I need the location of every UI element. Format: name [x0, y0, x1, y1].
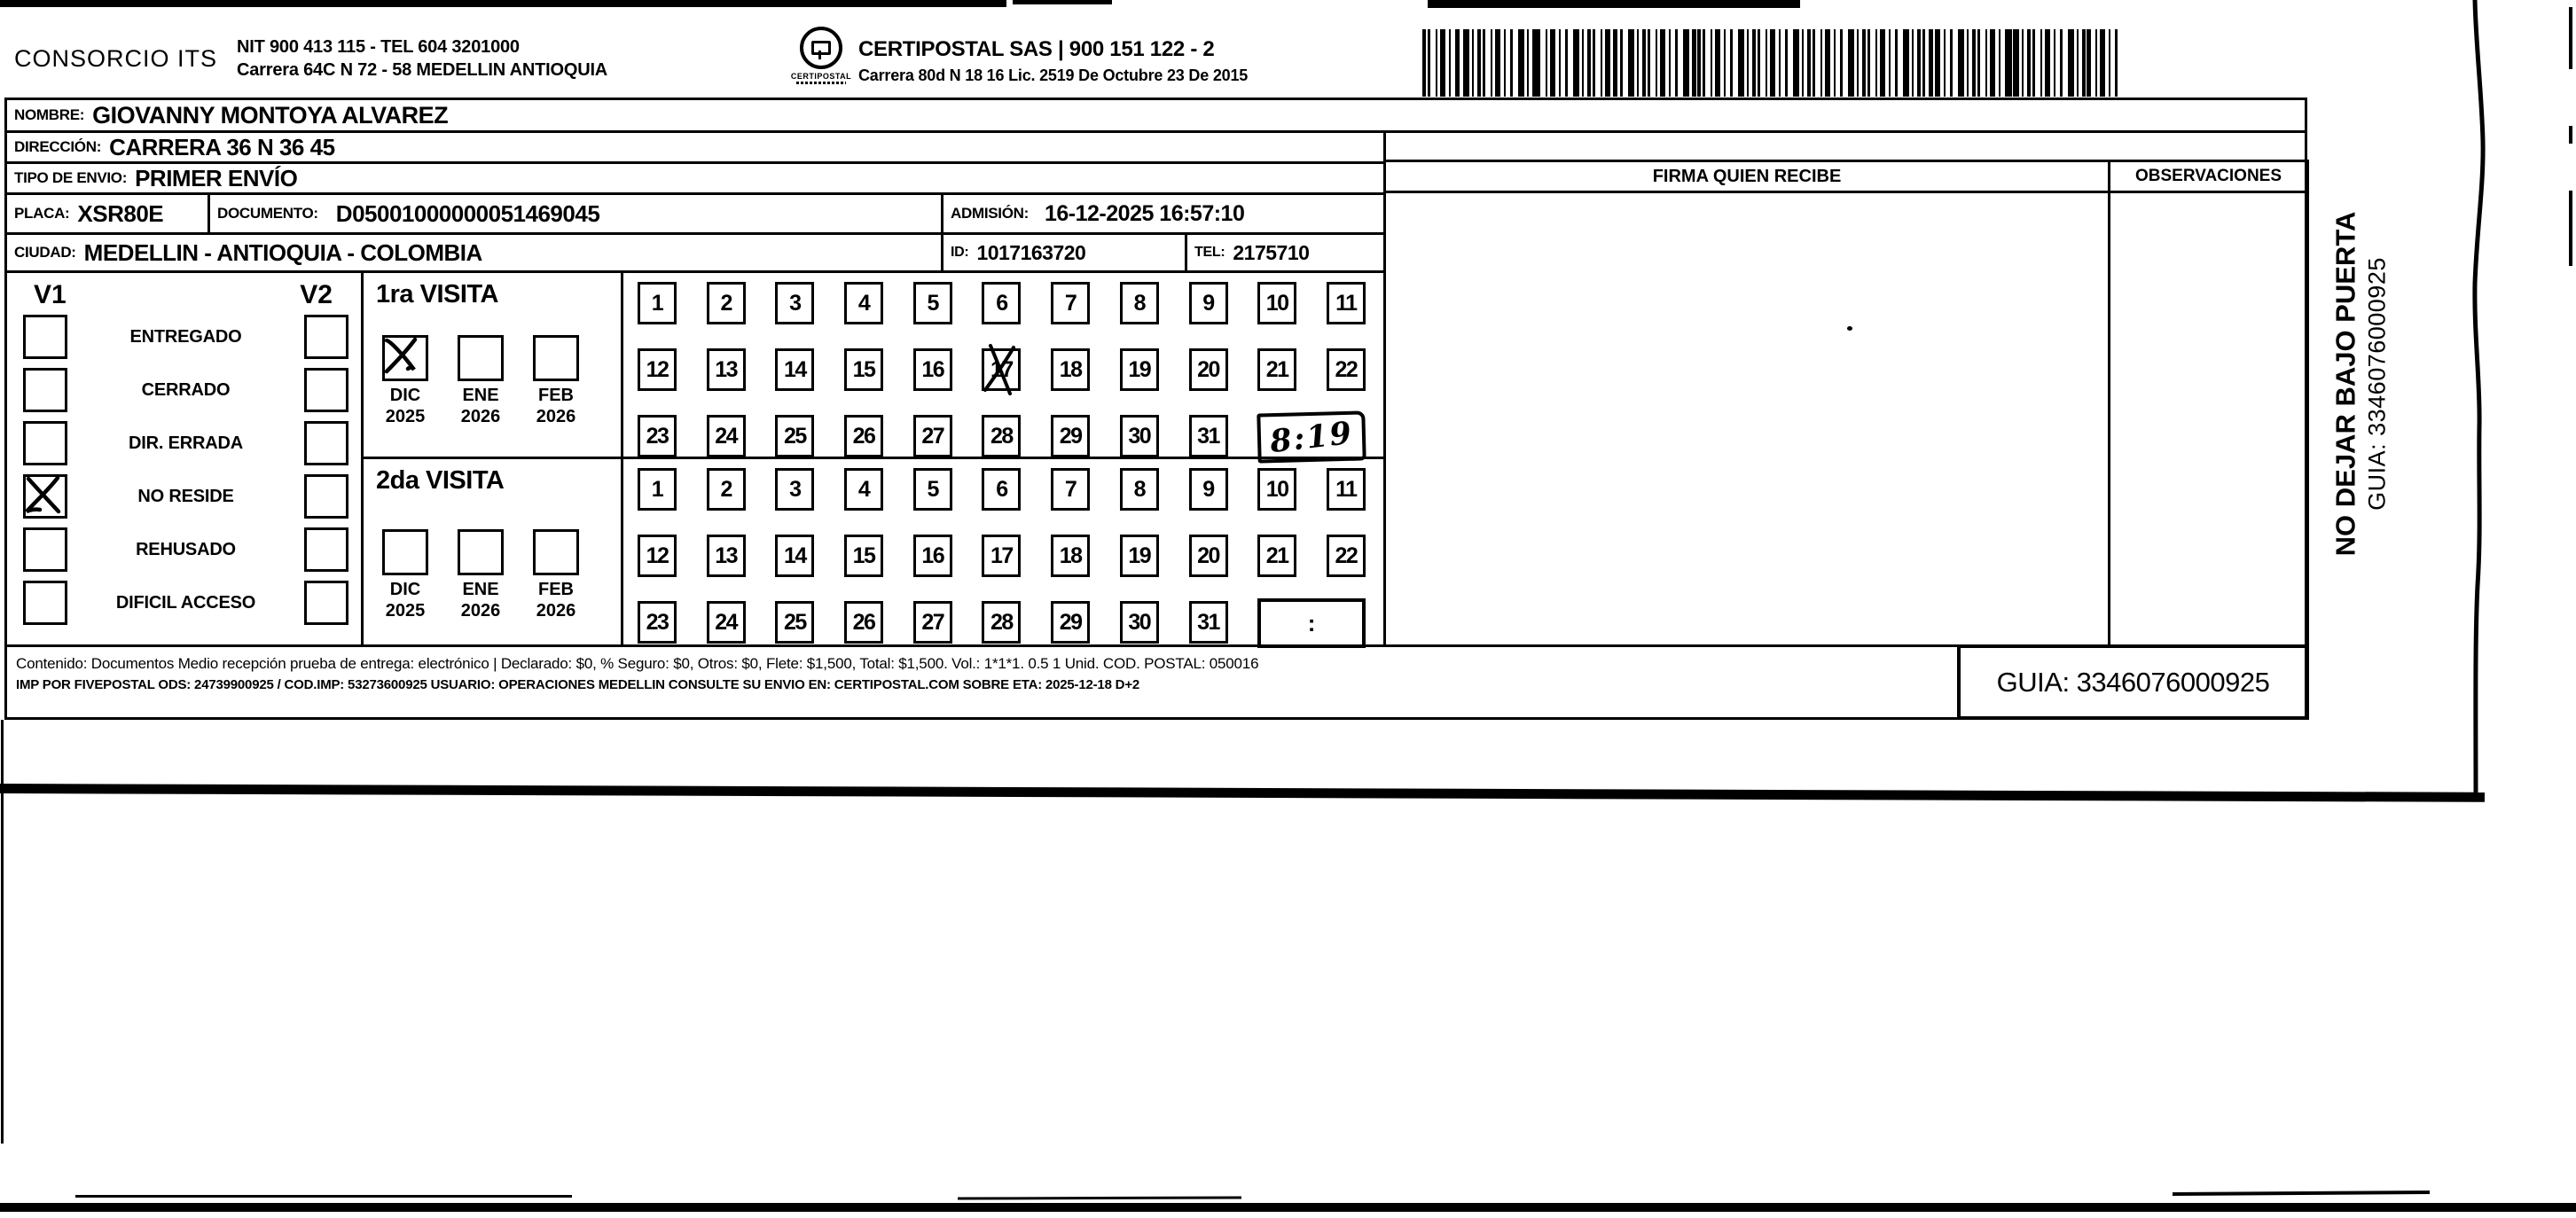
month-year: 2026 — [460, 407, 501, 426]
day-cell — [1189, 348, 1228, 391]
day-number: 20 — [1197, 356, 1219, 382]
status-label: CERRADO — [141, 379, 231, 400]
bottom-edge-line — [0, 1203, 2576, 1212]
admision-label: ADMISIÓN: — [951, 205, 1029, 222]
day-cell — [775, 415, 814, 457]
day-number: 19 — [1128, 356, 1151, 382]
tipo-envio-value: PRIMER ENVÍO — [135, 164, 298, 191]
day-cell — [707, 348, 746, 391]
observaciones-header-label: OBSERVACIONES — [2134, 167, 2282, 185]
day-cell — [913, 415, 952, 457]
day-number: 11 — [1335, 290, 1357, 316]
scan-artifact — [2569, 191, 2572, 266]
month-name: FEB — [538, 386, 574, 405]
day-number: 15 — [852, 356, 875, 382]
side-guia-number: GUIA: 3346076000925 — [2363, 257, 2391, 511]
status-label: NO RESIDE — [137, 486, 234, 506]
day-cell — [1189, 282, 1228, 324]
day-number: 3 — [789, 476, 801, 502]
day-cell — [775, 282, 814, 324]
v1-checkbox — [23, 315, 67, 359]
admision-value: 16-12-2025 16:57:10 — [1044, 200, 1245, 226]
visit1-calendar — [621, 270, 1386, 459]
certipostal-logo-icon — [800, 27, 842, 69]
month-checkbox — [458, 529, 504, 575]
day-number: 29 — [1059, 423, 1082, 449]
day-number: 30 — [1128, 423, 1151, 449]
firma-header-label: FIRMA QUIEN RECIBE — [1652, 166, 1842, 186]
day-cell — [1189, 601, 1228, 644]
tel-label: TEL: — [1194, 245, 1225, 260]
visit1-time-box — [1257, 410, 1366, 463]
day-cell — [1051, 468, 1090, 511]
day-cell — [1051, 348, 1090, 391]
day-cell — [1327, 348, 1366, 391]
visit1-month-panel — [361, 270, 623, 459]
day-cell — [913, 535, 952, 577]
day-cell — [707, 415, 746, 457]
guia-number: GUIA: 3346076000925 — [1996, 666, 2270, 698]
nombre-label: NOMBRE: — [14, 106, 85, 123]
day-number: 6 — [996, 290, 1007, 316]
day-cell — [638, 348, 677, 391]
day-number: 8 — [1133, 476, 1146, 502]
documento-label: DOCUMENTO: — [217, 205, 318, 222]
status-row — [23, 315, 348, 359]
logo-slogan-line — [796, 82, 846, 84]
day-cell — [638, 415, 677, 457]
month-checkbox — [382, 529, 428, 575]
visit1-day-grid — [623, 273, 1383, 462]
placa-label: PLACA: — [14, 205, 70, 222]
day-cell — [982, 415, 1021, 457]
month-option — [450, 335, 511, 427]
status-row — [23, 421, 348, 465]
day-cell — [913, 601, 952, 644]
logo-glyph-icon — [811, 41, 831, 55]
day-number: 29 — [1059, 609, 1082, 635]
day-number: 15 — [852, 543, 875, 568]
observaciones-area — [2108, 191, 2309, 647]
field-documento — [207, 192, 943, 235]
day-number: 21 — [1265, 356, 1288, 382]
day-number: 7 — [1064, 290, 1077, 316]
day-number: 27 — [921, 609, 944, 635]
company-address — [237, 35, 607, 82]
day-number: 2 — [720, 290, 732, 316]
day-cell — [1120, 535, 1159, 577]
month-checkbox — [458, 335, 504, 381]
ciudad-value: MEDELLIN - ANTIOQUIA - COLOMBIA — [83, 238, 482, 266]
day-cell — [1051, 282, 1090, 324]
status-row — [23, 474, 348, 519]
day-number: 6 — [996, 476, 1007, 502]
day-cell — [1257, 282, 1296, 324]
id-label: ID: — [951, 245, 969, 260]
v2-checkbox — [304, 474, 348, 519]
day-number: 9 — [1202, 476, 1214, 502]
day-cell — [638, 535, 677, 577]
day-cell — [1257, 348, 1296, 391]
scan-artifact — [75, 1195, 572, 1198]
day-number: 22 — [1335, 543, 1358, 568]
scan-artifact — [2173, 1191, 2430, 1196]
imp-line: IMP POR FIVEPOSTAL ODS: 24739900925 / COD.IMP: 53273600925 USUARIO: OPERACIONES MEDELLIN CONSULTE SU ENVIO EN: CERTIPOSTAL.COM SOBRE ETA: 2025-12-18 D+2 — [16, 677, 1140, 692]
status-row — [23, 527, 348, 572]
day-number: 25 — [783, 609, 806, 635]
day-number: 3 — [789, 290, 801, 316]
scan-artifact — [2569, 126, 2572, 144]
v2-header: V2 — [300, 280, 333, 309]
day-cell — [1189, 415, 1228, 457]
day-cell — [844, 282, 883, 324]
month-option — [375, 335, 435, 427]
v2-checkbox — [304, 368, 348, 412]
status-label: DIFICIL ACCESO — [115, 592, 256, 613]
day-number: 28 — [990, 609, 1013, 635]
v2-checkbox — [304, 527, 348, 572]
tel-value: 2175710 — [1233, 240, 1310, 264]
documento-value: D05001000000051469045 — [335, 199, 600, 227]
day-number: 23 — [646, 609, 669, 635]
visit2-title: 2da VISITA — [376, 466, 505, 495]
day-number: 8 — [1133, 290, 1146, 316]
handwritten-x-mark — [978, 342, 1026, 395]
scan-artifact — [0, 0, 1006, 7]
day-number: 11 — [1335, 476, 1357, 502]
visit-columns-header — [7, 273, 361, 310]
day-cell — [1327, 535, 1366, 577]
visit2-month-panel — [361, 457, 623, 647]
scan-artifact — [1428, 0, 1800, 8]
no-dejar-warning: NO DEJAR BAJO PUERTA — [2329, 211, 2361, 557]
fold-line — [0, 784, 2485, 802]
month-option — [375, 529, 435, 621]
firma-area — [1383, 191, 2110, 647]
page-edge-curve — [2456, 0, 2495, 798]
month-name: DIC — [389, 386, 421, 405]
v1-header: V1 — [34, 280, 67, 309]
company-nit-line: NIT 900 413 115 - TEL 604 3201000 — [237, 37, 520, 57]
field-id — [941, 232, 1187, 273]
day-number: 27 — [921, 423, 944, 449]
scan-artifact — [958, 1196, 1241, 1199]
day-cell — [913, 468, 952, 511]
id-value: 1017163720 — [976, 240, 1086, 264]
month-option — [526, 335, 586, 427]
carrier-block — [858, 37, 1248, 85]
day-number: 10 — [1265, 290, 1288, 316]
ink-dot — [1847, 326, 1852, 331]
field-tel — [1185, 232, 1386, 273]
field-placa — [4, 192, 210, 235]
status-panel — [4, 270, 364, 647]
day-cell — [707, 601, 746, 644]
v2-checkbox — [304, 421, 348, 465]
status-rows — [7, 310, 361, 635]
visit1-time-value: 8:19 — [1268, 414, 1356, 460]
day-cell — [775, 601, 814, 644]
day-number: 26 — [852, 609, 875, 635]
day-number: 18 — [1059, 356, 1082, 382]
tipo-envio-label: TIPO DE ENVIO: — [14, 169, 128, 186]
status-row — [23, 581, 348, 625]
day-cell — [1257, 468, 1296, 511]
month-name: ENE — [462, 386, 499, 405]
v1-checkbox — [23, 527, 67, 572]
day-number: 14 — [783, 543, 806, 568]
day-number: 9 — [1202, 290, 1214, 316]
logo-text: CERTIPOSTAL — [790, 72, 852, 81]
day-number: 25 — [783, 423, 806, 449]
day-cell — [638, 601, 677, 644]
day-cell — [1189, 535, 1228, 577]
v1-checkbox — [23, 581, 67, 625]
scan-artifact — [2569, 7, 2572, 69]
v1-checkbox — [23, 474, 67, 519]
day-number: 1 — [651, 290, 663, 316]
visit2-calendar — [621, 457, 1386, 647]
contenido-line: Contenido: Documentos Medio recepción prueba de entrega: electrónico | Declarado: $0, % Seguro: $0, Otros: $0, Flete: $1,500, Total: $1,500. Vol.: 1*1*1. 0.5 1 Unid. COD. POSTAL: 050016 — [16, 655, 1259, 672]
visit1-months — [364, 335, 621, 427]
day-number: 22 — [1335, 356, 1358, 382]
visit2-months — [364, 529, 621, 621]
day-number: 19 — [1128, 543, 1151, 568]
day-cell — [1051, 535, 1090, 577]
day-cell — [1120, 348, 1159, 391]
day-cell — [844, 535, 883, 577]
placa-value: XSR80E — [77, 199, 164, 227]
day-number: 5 — [927, 290, 938, 316]
month-option — [526, 529, 586, 621]
day-cell — [1120, 282, 1159, 324]
day-number: 17 — [990, 356, 1013, 382]
day-number: 10 — [1265, 476, 1288, 502]
v2-checkbox — [304, 581, 348, 625]
scan-artifact — [1, 720, 4, 1144]
direccion-value: CARRERA 36 N 36 45 — [109, 133, 335, 160]
day-cell — [775, 468, 814, 511]
month-checkbox — [533, 335, 579, 381]
day-number: 4 — [857, 290, 870, 316]
field-ciudad — [4, 232, 943, 273]
month-year: 2026 — [536, 407, 576, 426]
month-name: ENE — [462, 580, 499, 599]
nombre-value: GIOVANNY MONTOYA ALVAREZ — [92, 101, 449, 129]
day-number: 12 — [646, 356, 669, 382]
carrier-address: Carrera 80d N 18 16 Lic. 2519 De Octubre 23 De 2015 — [858, 66, 1249, 84]
day-number: 12 — [646, 543, 669, 568]
day-number: 28 — [990, 423, 1013, 449]
sender-block — [14, 35, 607, 82]
month-year: 2025 — [385, 407, 426, 426]
status-label: ENTREGADO — [129, 326, 242, 347]
day-cell — [1327, 468, 1366, 511]
day-cell — [982, 468, 1021, 511]
day-cell — [844, 415, 883, 457]
tracking-barcode — [1422, 29, 2121, 97]
day-cell — [775, 535, 814, 577]
day-number: 16 — [921, 356, 944, 382]
day-cell — [982, 348, 1021, 391]
direccion-label: DIRECCIÓN: — [14, 138, 102, 155]
field-nombre — [4, 98, 2307, 133]
v2-checkbox — [304, 315, 348, 359]
field-tipo-envio — [4, 161, 1386, 195]
field-admision — [941, 192, 1386, 235]
day-cell — [1120, 601, 1159, 644]
day-cell — [638, 282, 677, 324]
handwritten-x-mark — [379, 332, 427, 379]
day-cell — [1257, 535, 1296, 577]
month-year: 2026 — [460, 601, 501, 621]
side-vertical-text — [2308, 96, 2413, 672]
status-label: DIR. ERRADA — [129, 433, 243, 453]
day-number: 17 — [990, 543, 1013, 568]
observaciones-header — [2108, 160, 2309, 193]
day-number: 1 — [651, 476, 663, 502]
day-cell — [982, 601, 1021, 644]
day-number: 4 — [857, 476, 870, 502]
day-number: 24 — [715, 423, 738, 449]
day-cell — [982, 282, 1021, 324]
company-name: CONSORCIO ITS — [14, 44, 218, 72]
day-cell — [1327, 282, 1366, 324]
month-name: DIC — [389, 580, 421, 599]
day-cell — [638, 468, 677, 511]
day-cell — [844, 348, 883, 391]
day-number: 31 — [1197, 609, 1219, 635]
day-number: 13 — [715, 356, 738, 382]
status-row — [23, 368, 348, 412]
day-cell — [707, 282, 746, 324]
day-cell — [775, 348, 814, 391]
month-checkbox — [382, 335, 428, 381]
day-number: 7 — [1064, 476, 1077, 502]
day-cell — [982, 535, 1021, 577]
day-number: 23 — [646, 423, 669, 449]
guia-box — [1957, 644, 2309, 720]
day-cell — [707, 468, 746, 511]
day-cell — [1120, 415, 1159, 457]
day-number: 2 — [720, 476, 732, 502]
v1-checkbox — [23, 368, 67, 412]
carrier-name: CERTIPOSTAL SAS | 900 151 122 - 2 — [858, 37, 1215, 61]
month-year: 2026 — [536, 601, 576, 621]
scan-artifact — [1013, 0, 1112, 4]
day-number: 24 — [715, 609, 738, 635]
visit2-time-value: : — [1307, 609, 1316, 636]
day-cell — [1051, 415, 1090, 457]
status-label: REHUSADO — [136, 539, 236, 559]
visit2-day-grid — [623, 459, 1383, 648]
day-cell — [844, 468, 883, 511]
day-number: 21 — [1265, 543, 1288, 568]
day-cell — [707, 535, 746, 577]
day-number: 18 — [1059, 543, 1082, 568]
day-number: 13 — [715, 543, 738, 568]
day-cell — [844, 601, 883, 644]
day-number: 5 — [927, 476, 938, 502]
day-number: 31 — [1197, 423, 1219, 449]
carrier-logo — [787, 27, 855, 84]
month-name: FEB — [538, 580, 574, 599]
month-option — [450, 529, 511, 621]
day-number: 20 — [1197, 543, 1219, 568]
day-number: 30 — [1128, 609, 1151, 635]
day-number: 14 — [783, 356, 806, 382]
month-checkbox — [533, 529, 579, 575]
day-cell — [1051, 601, 1090, 644]
visit2-time-box — [1257, 598, 1366, 648]
field-direccion — [4, 130, 1386, 164]
firma-header — [1383, 160, 2110, 193]
contenido-box — [4, 644, 1960, 720]
visit1-title: 1ra VISITA — [376, 280, 498, 308]
day-number: 26 — [852, 423, 875, 449]
day-cell — [1120, 468, 1159, 511]
company-address-line: Carrera 64C N 72 - 58 MEDELLIN ANTIOQUIA — [237, 60, 608, 80]
month-year: 2025 — [385, 601, 426, 621]
handwritten-x-mark — [20, 471, 67, 519]
ciudad-label: CIUDAD: — [14, 244, 76, 261]
v1-checkbox — [23, 421, 67, 465]
day-cell — [913, 348, 952, 391]
day-cell — [913, 282, 952, 324]
day-number: 16 — [921, 543, 944, 568]
day-cell — [1189, 468, 1228, 511]
